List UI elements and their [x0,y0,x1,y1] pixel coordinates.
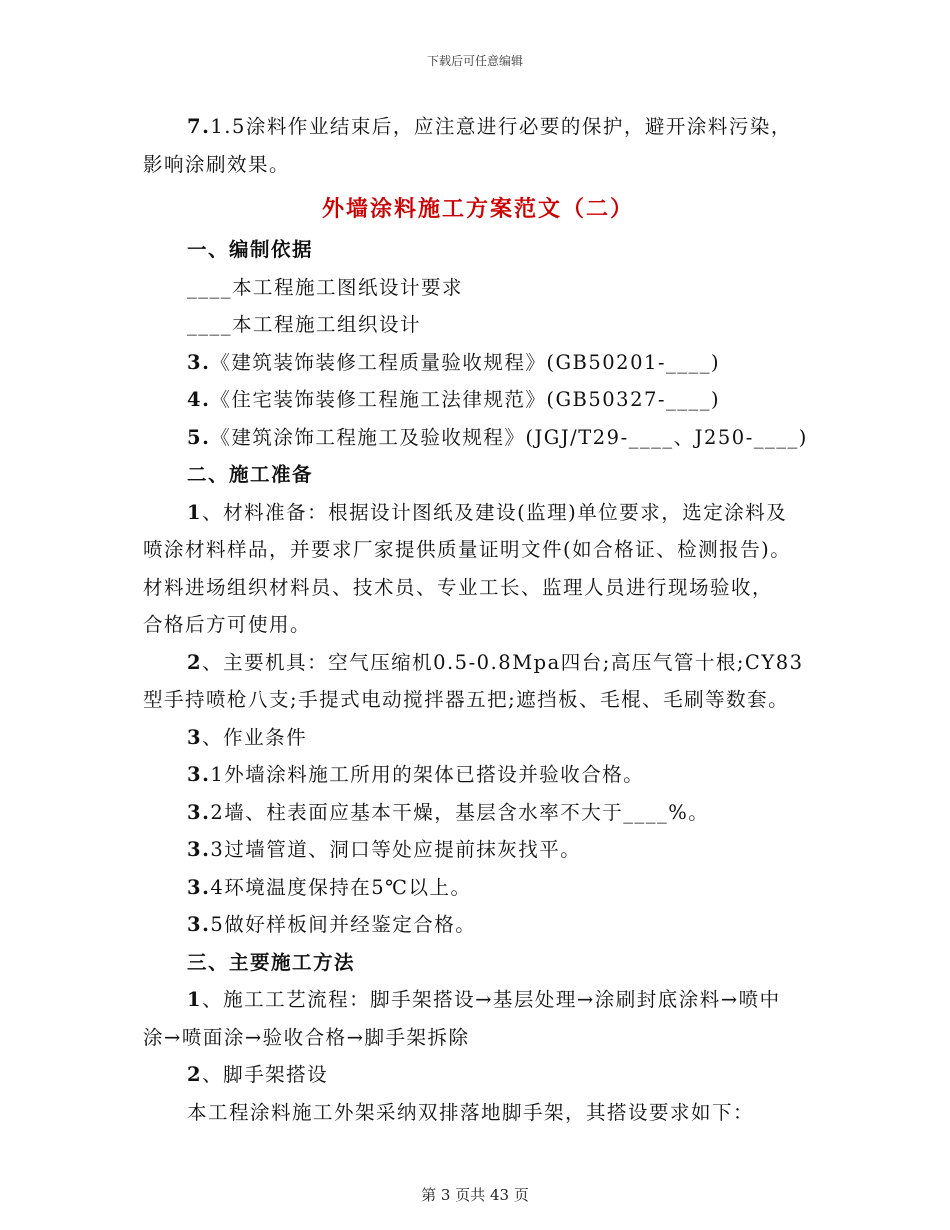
basis-item-1 [143,269,813,307]
machines-line-1 [143,644,813,682]
item-number: 3. [187,838,211,861]
scaffold-line-1: 本工程涂料施工外架采纳双排落地脚手架，其搭设要求如下： [187,1100,755,1124]
item-number: 3. [187,875,211,899]
condition-item-3 [143,831,813,869]
item-text: 1外墙涂料施工所用的架体已搭设并验收合格。 [210,763,645,786]
item-text: 2墙、柱表面应基本干燥，基层含水率不大于____%。 [210,800,710,824]
item-number: 2 [187,1063,203,1086]
item-text: 4环境温度保持在5℃以上。 [210,875,472,899]
section3-heading: 三、主要施工方法 [187,950,356,974]
basis-item-3 [143,344,813,382]
item-number: 3. [187,763,211,786]
machines-line-2: 型手持喷枪八支;手提式电动搅拌器五把;遮挡板、毛棍、毛刷等数套。 [143,688,790,711]
condition-item-4 [143,869,813,907]
document-body [143,108,813,1131]
item-text: 3过墙管道、洞口等处应提前抹灰找平。 [210,838,582,861]
basis-item-2 [143,306,813,344]
item-text: 、作业条件 [202,725,308,749]
item-text: 《住宅装饰装修工程施工法律规范》(GB50327-____) [210,388,721,411]
item-number: 2 [187,650,203,674]
intro-line-1 [143,108,813,146]
materials-line-2: 喷涂材料样品，并要求厂家提供质量证明文件(如合格证、检测报告)。 [143,538,792,561]
section2-heading: 二、施工准备 [187,463,314,486]
item-number: 3. [187,350,211,374]
basis-item-5 [143,419,813,457]
conditions-heading [143,719,813,757]
item-text: 5做好样板间并经鉴定合格。 [210,913,477,936]
materials-line-1 [143,494,813,532]
item-number: 5. [187,425,211,449]
condition-item-1 [143,756,813,794]
item-text: ____本工程施工图纸设计要求 [187,275,464,299]
materials-line-4: 合格后方可使用。 [143,613,312,636]
item-number: 1 [187,988,203,1011]
process-line-1 [143,981,813,1019]
scaffold-heading [143,1056,813,1094]
page-footer: 第 3 页共 43 页 [421,1186,529,1204]
materials-line-3: 材料进场组织材料员、技术员、专业工长、监理人员进行现场验收， [143,575,774,599]
condition-item-5 [143,906,813,944]
item-text: 、脚手架搭设 [202,1063,329,1086]
item-text: 、施工工艺流程：脚手架搭设→基层处理→涂刷封底涂料→喷中 [202,988,781,1011]
intro-line-2: 影响涂刷效果。 [143,152,291,176]
item-text: 、主要机具：空气压缩机0.5-0.8Mpa四台;高压气管十根;CY83 [202,650,804,674]
page-header: 下载后可任意编辑 [426,54,523,68]
condition-item-2 [143,794,813,832]
item-text: 1.5涂料作业结束后，应注意进行必要的保护，避开涂料污染， [210,115,792,138]
item-text: 《建筑涂饰工程施工及验收规程》(JGJ/T29-____、J250-____) [210,425,808,449]
item-number: 3. [187,800,211,824]
item-text: 、材料准备：根据设计图纸及建设(监理)单位要求，选定涂料及 [202,500,788,524]
item-text: ____本工程施工组织设计 [187,313,422,336]
basis-item-4 [143,381,813,419]
item-number: 7. [187,115,211,138]
section1-heading: 一、编制依据 [187,238,314,261]
item-number: 3. [187,913,211,936]
item-number: 1 [187,500,203,524]
item-text: 《建筑装饰装修工程质量验收规程》(GB50201-____) [210,350,721,374]
section-title: 外墙涂料施工方案范文（二） [321,196,634,222]
item-number: 3 [187,725,203,749]
item-number: 4. [187,388,211,411]
process-line-2: 涂→喷面涂→验收合格→脚手架拆除 [143,1025,470,1049]
